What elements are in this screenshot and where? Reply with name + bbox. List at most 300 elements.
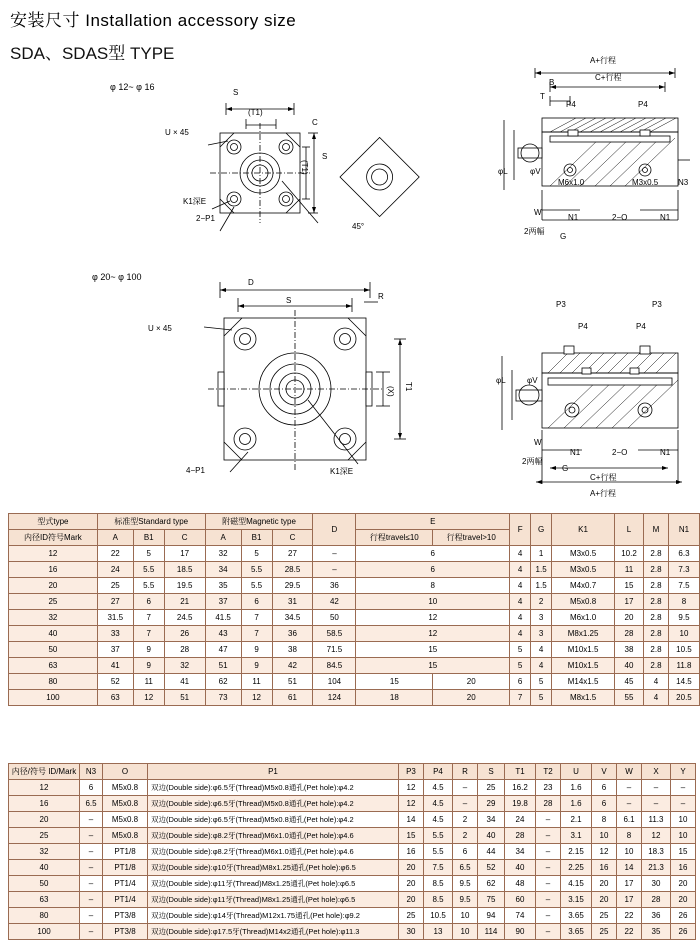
row-id: 20: [9, 578, 98, 594]
cell-E: 15: [356, 642, 510, 658]
cell-T2: 23: [536, 780, 561, 796]
cell-R: 2: [453, 828, 478, 844]
cell-A: 33: [97, 626, 133, 642]
th-B1: B1: [133, 530, 164, 546]
cell-V: 25: [592, 924, 617, 940]
fig1r-label-phiV: φV: [530, 167, 541, 176]
th-C2: C: [272, 530, 313, 546]
cell-K1: M10x1.5: [552, 658, 615, 674]
table-row: [9, 780, 696, 796]
cell-O: PT1/8: [103, 844, 148, 860]
th2-id-mark: 内径/符号 ID/Mark: [9, 764, 80, 780]
cell-S: 52: [478, 860, 505, 876]
cell-N3: –: [80, 924, 103, 940]
cell-N3: –: [80, 844, 103, 860]
row-id: 12: [9, 780, 80, 796]
cell-L: 11: [615, 562, 644, 578]
cell-D: –: [313, 562, 356, 578]
cell-P3: 14: [399, 812, 424, 828]
figure2-label-R: R: [378, 292, 384, 301]
cell-U: 2.25: [561, 860, 592, 876]
fig1r-label-2O: 2−O: [612, 213, 628, 222]
cell-O: PT3/8: [103, 908, 148, 924]
cell-C-mag: 38: [272, 642, 313, 658]
fig1r-label-M3: M3x0.5: [632, 178, 659, 187]
cell-X: 12: [642, 828, 671, 844]
th2-N3: N3: [80, 764, 103, 780]
cell-G: 1: [531, 546, 552, 562]
th2-P4: P4: [424, 764, 453, 780]
cell-B1-mag: 6: [241, 594, 272, 610]
cell-D: 36: [313, 578, 356, 594]
cell-R: 9.5: [453, 892, 478, 908]
th-B1-2: B1: [241, 530, 272, 546]
cell-O: PT1/4: [103, 892, 148, 908]
fig2r-label-A-stroke: A+行程: [590, 489, 617, 498]
fig1r-label-B: B: [549, 78, 555, 87]
cell-D: 124: [313, 690, 356, 706]
table-row: [9, 828, 696, 844]
cell-U: 1.6: [561, 796, 592, 812]
figure1-label-45deg: 45°: [352, 222, 365, 231]
cell-P3: 20: [399, 892, 424, 908]
cell-A-mag: 47: [205, 642, 241, 658]
cell-G: 1.5: [531, 578, 552, 594]
th2-P1: P1: [148, 764, 399, 780]
cell-W: 8: [617, 828, 642, 844]
cell-N1: 20.5: [668, 690, 699, 706]
cell-P4: 8.5: [424, 892, 453, 908]
figure2-label-X: (X): [386, 386, 395, 397]
table-row: [9, 578, 700, 594]
cell-K1: M5x0.8: [552, 594, 615, 610]
cell-S: 75: [478, 892, 505, 908]
cell-R: 6: [453, 844, 478, 860]
cell-N3: –: [80, 860, 103, 876]
cell-A: 37: [97, 642, 133, 658]
th-C: C: [164, 530, 205, 546]
cell-K1: M3x0.5: [552, 562, 615, 578]
cell-C-mag: 31: [272, 594, 313, 610]
th-D: D: [313, 514, 356, 546]
cell-D: 84.5: [313, 658, 356, 674]
cell-B1: 12: [133, 690, 164, 706]
cell-T2: –: [536, 844, 561, 860]
table-row: [9, 908, 696, 924]
cell-N3: –: [80, 892, 103, 908]
cell-C-mag: 51: [272, 674, 313, 690]
figure-sda-12-16-front: [190, 85, 490, 245]
cell-V: 16: [592, 860, 617, 876]
cell-P1: 双边(Double side):φ17.5牙(Thread)M14x2通孔(Pet hole):φ11.3: [148, 924, 399, 940]
cell-U: 4.15: [561, 876, 592, 892]
th-L: L: [615, 514, 644, 546]
cell-G: 3: [531, 626, 552, 642]
cell-C: 26: [164, 626, 205, 642]
cell-B1: 7: [133, 610, 164, 626]
table-row: [9, 594, 700, 610]
cell-P3: 12: [399, 796, 424, 812]
fig2r-label-N1-left: N1: [570, 448, 581, 457]
fig1r-label-phiL: φL: [498, 167, 508, 176]
cell-X: 36: [642, 908, 671, 924]
page-header: [10, 6, 296, 64]
row-id: 100: [9, 690, 98, 706]
cell-M: 2.8: [643, 594, 668, 610]
figure1-caption: φ 12~ φ 16: [110, 82, 155, 92]
cell-N3: –: [80, 828, 103, 844]
cell-A: 52: [97, 674, 133, 690]
cell-K1: M10x1.5: [552, 642, 615, 658]
th-M: M: [643, 514, 668, 546]
cell-U: 1.6: [561, 780, 592, 796]
cell-N3: 6: [80, 780, 103, 796]
cell-Y: 26: [671, 908, 696, 924]
cell-S: 94: [478, 908, 505, 924]
fig2r-label-2kuanfu: 2两幅: [522, 457, 543, 466]
fig1r-label-N1-right: N1: [660, 213, 671, 222]
cell-E: 12: [356, 626, 510, 642]
cell-P3: 25: [399, 908, 424, 924]
cell-A-mag: 34: [205, 562, 241, 578]
cell-F: 5: [510, 642, 531, 658]
cell-B1-mag: 5.5: [241, 578, 272, 594]
cell-D: 50: [313, 610, 356, 626]
cell-X: 28: [642, 892, 671, 908]
cell-N1: 10.5: [668, 642, 699, 658]
cell-F: 4: [510, 594, 531, 610]
fig1r-label-N3: N3: [678, 178, 689, 187]
cell-E-gt10: 20: [433, 674, 510, 690]
cell-O: M5x0.8: [103, 828, 148, 844]
cell-B1: 11: [133, 674, 164, 690]
th-E-le10: 行程travel≤10: [356, 530, 433, 546]
table-row: [9, 876, 696, 892]
cell-R: –: [453, 796, 478, 812]
cell-O: M5x0.8: [103, 780, 148, 796]
cell-S: 40: [478, 828, 505, 844]
fig1r-label-P4-right: P4: [638, 100, 648, 109]
cell-A: 41: [97, 658, 133, 674]
figure1-label-T1-right: (T1): [300, 160, 309, 175]
fig2r-label-C-stroke: C+行程: [590, 473, 617, 482]
cell-A-mag: 62: [205, 674, 241, 690]
table-row: [9, 796, 696, 812]
cell-B1-mag: 11: [241, 674, 272, 690]
row-id: 25: [9, 828, 80, 844]
page-title: 安装尺寸 Installation accessory size: [10, 11, 297, 30]
cell-W: 22: [617, 924, 642, 940]
cell-T2: –: [536, 924, 561, 940]
cell-K1: M4x0.7: [552, 578, 615, 594]
cell-N1: 8: [668, 594, 699, 610]
fig2r-label-G: G: [562, 464, 569, 473]
cell-M: 4: [643, 674, 668, 690]
cell-P3: 20: [399, 860, 424, 876]
cell-W: 10: [617, 844, 642, 860]
cell-C: 19.5: [164, 578, 205, 594]
cell-R: 10: [453, 924, 478, 940]
cell-P4: 13: [424, 924, 453, 940]
cell-P1: 双边(Double side):φ10牙(Thread)M8x1.25通孔(Pet hole):φ6.5: [148, 860, 399, 876]
cell-T1: 40: [505, 860, 536, 876]
fig2r-label-phiL: φL: [496, 376, 506, 385]
cell-P3: 20: [399, 876, 424, 892]
fig2r-label-W: W: [534, 438, 542, 447]
cell-Y: –: [671, 796, 696, 812]
cell-D: 71.5: [313, 642, 356, 658]
cell-N3: 6.5: [80, 796, 103, 812]
cell-L: 20: [615, 610, 644, 626]
figure2-label-U45: U × 45: [148, 324, 172, 333]
th-F: F: [510, 514, 531, 546]
row-id: 63: [9, 658, 98, 674]
th-K1: K1: [552, 514, 615, 546]
cell-D: 58.5: [313, 626, 356, 642]
cell-R: 2: [453, 812, 478, 828]
table-row: [9, 546, 700, 562]
th-E-gt10: 行程travel>10: [433, 530, 510, 546]
cell-A-mag: 51: [205, 658, 241, 674]
cell-A-mag: 32: [205, 546, 241, 562]
fig1r-label-A: A+行程: [590, 56, 617, 65]
figure1-label-C: C: [312, 118, 318, 127]
th2-U: U: [561, 764, 592, 780]
cell-T1: 48: [505, 876, 536, 892]
th2-R: R: [453, 764, 478, 780]
cell-X: –: [642, 780, 671, 796]
cell-T2: –: [536, 812, 561, 828]
cell-P3: 12: [399, 780, 424, 796]
cell-W: 17: [617, 876, 642, 892]
cell-F: 4: [510, 562, 531, 578]
cell-B1-mag: 9: [241, 642, 272, 658]
cell-C-mag: 61: [272, 690, 313, 706]
cell-T2: 28: [536, 796, 561, 812]
th2-T1: T1: [505, 764, 536, 780]
fig2r-label-P4-right: P4: [636, 322, 646, 331]
cell-M: 2.8: [643, 578, 668, 594]
cell-P1: 双边(Double side):φ11牙(Thread)M8x1.25通孔(Pet hole):φ6.5: [148, 876, 399, 892]
table-row: [9, 658, 700, 674]
cell-E: 12: [356, 610, 510, 626]
cell-A-mag: 43: [205, 626, 241, 642]
figure2-label-4P1: 4−P1: [186, 466, 205, 475]
fig2r-label-P3-right: P3: [652, 300, 662, 309]
th-G: G: [531, 514, 552, 546]
cell-G: 5: [531, 674, 552, 690]
cell-G: 4: [531, 642, 552, 658]
cell-U: 3.1: [561, 828, 592, 844]
cell-L: 55: [615, 690, 644, 706]
fig2r-label-2O: 2−O: [612, 448, 628, 457]
fig1r-label-M6: M6x1.0: [558, 178, 585, 187]
fig1r-label-C: C+行程: [595, 73, 622, 82]
cell-A-mag: 35: [205, 578, 241, 594]
cell-D: 42: [313, 594, 356, 610]
fig1r-label-N1-left: N1: [568, 213, 579, 222]
cell-T1: 16.2: [505, 780, 536, 796]
cell-X: 11.3: [642, 812, 671, 828]
cell-S: 114: [478, 924, 505, 940]
figure2-caption: φ 20~ φ 100: [92, 272, 142, 282]
figure2-label-T1: T1: [404, 382, 413, 392]
table-row: [9, 924, 696, 940]
cell-E: 6: [356, 562, 510, 578]
fig1r-label-G: G: [560, 232, 567, 241]
cell-N3: –: [80, 876, 103, 892]
cell-L: 28: [615, 626, 644, 642]
cell-N3: –: [80, 908, 103, 924]
cell-M: 2.8: [643, 626, 668, 642]
cell-C: 32: [164, 658, 205, 674]
cell-P1: 双边(Double side):φ6.5牙(Thread)M5x0.8通孔(Pet hole):φ4.2: [148, 812, 399, 828]
fig2r-label-P3-left: P3: [556, 300, 566, 309]
cell-N1: 14.5: [668, 674, 699, 690]
cell-P1: 双边(Double side):φ6.5牙(Thread)M5x0.8通孔(Pet hole):φ4.2: [148, 780, 399, 796]
cell-M: 2.8: [643, 546, 668, 562]
cell-X: 35: [642, 924, 671, 940]
cell-Y: 26: [671, 924, 696, 940]
cell-T1: 28: [505, 828, 536, 844]
row-id: 40: [9, 626, 98, 642]
cell-G: 3: [531, 610, 552, 626]
cell-R: 6.5: [453, 860, 478, 876]
cell-C: 17: [164, 546, 205, 562]
table-row: [9, 626, 700, 642]
cell-P4: 5.5: [424, 844, 453, 860]
cell-B1-mag: 12: [241, 690, 272, 706]
row-id: 32: [9, 610, 98, 626]
cell-W: 6.1: [617, 812, 642, 828]
cell-W: –: [617, 796, 642, 812]
cell-P4: 8.5: [424, 876, 453, 892]
cell-T1: 90: [505, 924, 536, 940]
cell-B1-mag: 5.5: [241, 562, 272, 578]
th-standard: 标准型Standard type: [97, 514, 205, 530]
cell-E-gt10: 20: [433, 690, 510, 706]
cell-Y: 16: [671, 860, 696, 876]
th-N1: N1: [668, 514, 699, 546]
table-row: [9, 812, 696, 828]
cell-T1: 24: [505, 812, 536, 828]
row-id: 100: [9, 924, 80, 940]
th2-X: X: [642, 764, 671, 780]
cell-L: 45: [615, 674, 644, 690]
row-id: 63: [9, 892, 80, 908]
cell-T2: –: [536, 828, 561, 844]
th-id-mark: 内径ID符号Mark: [9, 530, 98, 546]
cell-T2: –: [536, 860, 561, 876]
row-id: 32: [9, 844, 80, 860]
cell-V: 6: [592, 780, 617, 796]
cell-P4: 4.5: [424, 796, 453, 812]
th-E: E: [356, 514, 510, 530]
cell-F: 7: [510, 690, 531, 706]
cell-P4: 5.5: [424, 828, 453, 844]
cell-A: 31.5: [97, 610, 133, 626]
cell-T2: –: [536, 892, 561, 908]
cell-V: 10: [592, 828, 617, 844]
cell-A: 25: [97, 578, 133, 594]
cell-C: 28: [164, 642, 205, 658]
cell-X: 21.3: [642, 860, 671, 876]
cell-F: 4: [510, 610, 531, 626]
fig2r-label-phiV: φV: [527, 376, 538, 385]
cell-O: PT3/8: [103, 924, 148, 940]
th2-S: S: [478, 764, 505, 780]
cell-A: 22: [97, 546, 133, 562]
cell-G: 4: [531, 658, 552, 674]
figure2-label-D: D: [248, 278, 254, 287]
table-row: [9, 562, 700, 578]
fig1r-label-2kuanfu: 2两幅: [524, 227, 545, 236]
cell-K1: M6x1.0: [552, 610, 615, 626]
cell-N1: 11.8: [668, 658, 699, 674]
table-row: [9, 892, 696, 908]
cell-L: 10.2: [615, 546, 644, 562]
cell-B1-mag: 9: [241, 658, 272, 674]
cell-L: 15: [615, 578, 644, 594]
cell-B1-mag: 7: [241, 626, 272, 642]
cell-P1: 双边(Double side):φ6.5牙(Thread)M5x0.8通孔(Pet hole):φ4.2: [148, 796, 399, 812]
table-row: [9, 674, 700, 690]
row-id: 12: [9, 546, 98, 562]
th-A: A: [97, 530, 133, 546]
cell-Y: 20: [671, 892, 696, 908]
cell-E: 15: [356, 658, 510, 674]
cell-P4: 10.5: [424, 908, 453, 924]
figure1-label-S: S: [233, 88, 239, 97]
row-id: 50: [9, 876, 80, 892]
cell-T1: 74: [505, 908, 536, 924]
cell-S: 29: [478, 796, 505, 812]
cell-B1: 6: [133, 594, 164, 610]
cell-N1: 6.3: [668, 546, 699, 562]
cell-U: 2.15: [561, 844, 592, 860]
cell-B1: 5.5: [133, 578, 164, 594]
cell-S: 34: [478, 812, 505, 828]
cell-P1: 双边(Double side):φ11牙(Thread)M8x1.25通孔(Pet hole):φ6.5: [148, 892, 399, 908]
cell-K1: M3x0.5: [552, 546, 615, 562]
cell-O: M5x0.8: [103, 796, 148, 812]
th2-Y: Y: [671, 764, 696, 780]
cell-N1: 9.5: [668, 610, 699, 626]
cell-N3: –: [80, 812, 103, 828]
cell-C: 41: [164, 674, 205, 690]
cell-P1: 双边(Double side):φ8.2牙(Thread)M6x1.0通孔(Pet hole):φ4.6: [148, 844, 399, 860]
cell-R: 10: [453, 908, 478, 924]
cell-V: 6: [592, 796, 617, 812]
cell-Y: 20: [671, 876, 696, 892]
cell-T1: 19.8: [505, 796, 536, 812]
cell-G: 5: [531, 690, 552, 706]
cell-C-mag: 36: [272, 626, 313, 642]
row-id: 16: [9, 796, 80, 812]
cell-C-mag: 34.5: [272, 610, 313, 626]
figure1-label-2P1: 2−P1: [196, 214, 215, 223]
cell-E-le10: 15: [356, 674, 433, 690]
figure2-label-S: S: [286, 296, 292, 305]
cell-C-mag: 28.5: [272, 562, 313, 578]
cell-C: 51: [164, 690, 205, 706]
cell-T1: 34: [505, 844, 536, 860]
cell-B1-mag: 7: [241, 610, 272, 626]
cell-X: 30: [642, 876, 671, 892]
cell-P1: 双边(Double side):φ8.2牙(Thread)M6x1.0通孔(Pet hole):φ4.6: [148, 828, 399, 844]
cell-G: 1.5: [531, 562, 552, 578]
th2-P3: P3: [399, 764, 424, 780]
